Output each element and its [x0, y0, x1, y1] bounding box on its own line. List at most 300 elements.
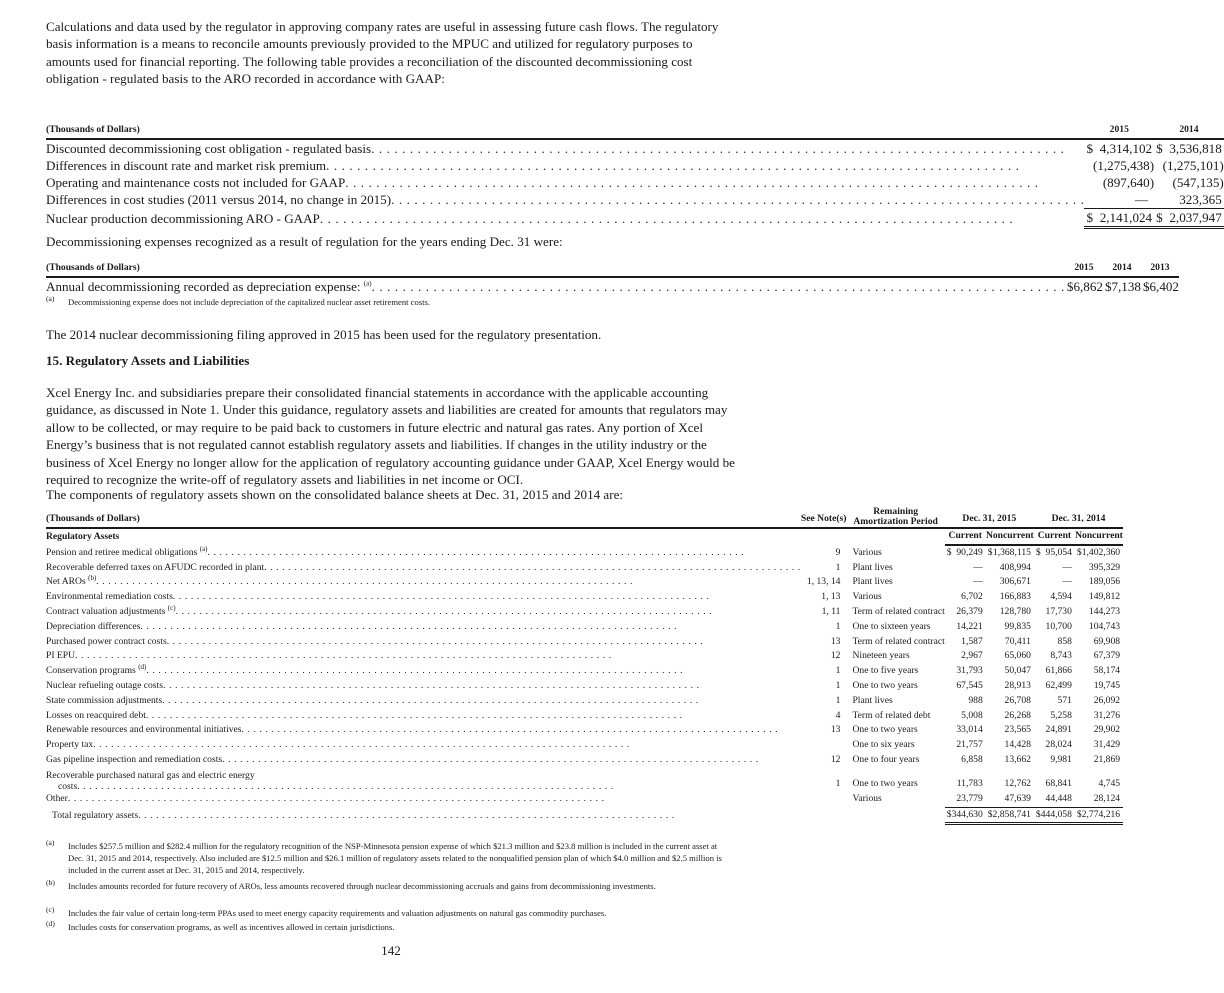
dot-leader	[176, 605, 801, 620]
dollar-sign	[945, 561, 952, 576]
dot-leader	[68, 792, 801, 807]
see-notes: 12	[830, 650, 841, 662]
dollar-sign: $	[1104, 279, 1112, 294]
value-noncurrent-2015: 12,762	[1004, 777, 1031, 789]
header-line-1: Remaining	[873, 506, 918, 517]
footnote-marker: (a)	[46, 838, 55, 847]
footnote-text: Includes costs for conservation programs, as well as incentives allowed in certain jurisdictions.	[68, 922, 395, 932]
value-noncurrent-2015: 1,368,115	[992, 546, 1031, 558]
value-2014: 3,536,818	[1169, 141, 1222, 156]
dollar-sign	[986, 723, 993, 738]
row-label: Property tax	[46, 739, 94, 751]
dot-leader	[75, 649, 801, 664]
column-header-2014: 2014	[1103, 259, 1141, 278]
components-intro: The components of regulatory assets shown on the consolidated balance sheets at Dec. 31, 2015 and 2014 are:	[46, 487, 624, 502]
dollar-sign: $	[1076, 546, 1082, 558]
value-current-2015: 14,221	[956, 620, 983, 632]
value-noncurrent-2015: 47,639	[1004, 792, 1031, 804]
table-row	[46, 561, 1123, 576]
dollar-sign	[986, 605, 993, 620]
column-header-noncurrent-2015: Noncurrent	[986, 529, 1034, 546]
value-current-2014: 95,054	[1045, 546, 1072, 558]
see-notes: 9	[835, 546, 841, 558]
column-header-label: (Thousands of Dollars)	[46, 507, 801, 529]
value-noncurrent-2014: 1,402,360	[1081, 546, 1121, 558]
column-header-2015: 2015	[1065, 259, 1103, 278]
value-noncurrent-2015: 306,671	[999, 576, 1031, 588]
dollar-sign	[986, 620, 993, 635]
dollar-sign	[1075, 664, 1082, 679]
dollar-sign	[945, 575, 952, 590]
value-current-2015: —	[973, 561, 983, 573]
dollar-sign	[1034, 738, 1041, 753]
value-noncurrent-2014: 29,902	[1093, 724, 1121, 736]
value-current-2015: 1,587	[961, 635, 983, 647]
value-noncurrent-2014: 189,056	[1088, 576, 1121, 588]
dollar-sign	[945, 620, 952, 635]
footnote-marker: (a)	[46, 294, 55, 303]
table-total-row	[46, 208, 1224, 229]
table-header-row	[46, 507, 1123, 529]
amortization-period: One to sixteen years	[852, 620, 931, 632]
table-row	[46, 546, 1123, 561]
row-label: State commission adjustments	[46, 694, 163, 706]
table-subheader-row	[46, 529, 1123, 546]
value-noncurrent-2014: 2,774,216	[1082, 807, 1123, 826]
value-2015: 2,141,024	[1093, 208, 1154, 229]
dollar-sign	[986, 590, 993, 605]
see-notes: 1, 11	[821, 605, 841, 617]
value-current-2015: 21,757	[956, 739, 983, 751]
dollar-sign	[945, 590, 952, 605]
value-current-2015: 67,545	[956, 679, 983, 691]
dollar-sign	[986, 561, 993, 576]
value-2014: (547,135)	[1172, 175, 1224, 190]
footnote-text: Includes amounts recorded for future recovery of AROs, less amounts recovered through nuclear decommissioning accruals and gains from decommissioning investments.	[68, 881, 656, 891]
table-row	[46, 649, 1123, 664]
value-2014: 323,365	[1179, 192, 1222, 207]
table-row	[46, 679, 1123, 694]
dollar-sign: $	[986, 807, 993, 826]
row-label: Discounted decommissioning cost obligation - regulated basis	[46, 141, 372, 156]
section-paragraph: Xcel Energy Inc. and subsidiaries prepare their consolidated financial statements in accordance with the applicable accounting guidance, as discussed in Note 1. Under this guidance, regulatory assets and liabilities are created for amounts that regulators may allow to be collected, or may require to be paid back to customers in future electric and natural gas rates. Any portion of Xcel Energy’s business that is not regulated cannot establish regulatory assets and liabilities. If changes in the utility industry or the business of Xcel Energy no longer allow for the application of regulatory accounting guidance under GAAP, Xcel Energy would be required to recognize the write-off of regulatory assets and liabilities in net income or OCI.	[46, 385, 735, 488]
value-current-2015: 344,630	[952, 807, 986, 826]
dot-leader	[77, 781, 801, 792]
dollar-sign	[1034, 605, 1041, 620]
value-2014: (1,275,101)	[1162, 158, 1224, 173]
value-current-2015: 5,008	[961, 709, 983, 721]
dollar-sign: $	[946, 546, 952, 558]
row-label: Pension and retiree medical obligations	[46, 546, 198, 558]
dot-leader	[371, 140, 1084, 157]
table-row	[46, 664, 1123, 679]
see-notes: 1	[835, 620, 841, 632]
value-noncurrent-2014: 26,092	[1093, 694, 1121, 706]
value-2015: 6,862	[1073, 279, 1103, 294]
value-current-2014: —	[1062, 576, 1072, 588]
dollar-sign	[1075, 723, 1082, 738]
amortization-period: Plant lives	[852, 561, 893, 573]
value-2015: (1,275,438)	[1092, 158, 1155, 173]
dollar-sign	[1075, 620, 1082, 635]
value-2014: 7,138	[1111, 279, 1141, 294]
table-total-row	[46, 807, 1123, 826]
dollar-sign	[1075, 792, 1082, 807]
value-noncurrent-2014: 31,276	[1093, 709, 1121, 721]
footnote	[46, 880, 728, 892]
table-row	[46, 605, 1123, 620]
value-current-2015: 6,702	[961, 591, 983, 603]
dollar-sign	[986, 694, 993, 709]
value-current-2014: 9,981	[1050, 753, 1072, 765]
dollar-sign	[986, 649, 993, 664]
value-noncurrent-2015: 13,662	[1004, 753, 1031, 765]
value-current-2014: 10,700	[1045, 620, 1072, 632]
table-row	[46, 191, 1224, 208]
value-noncurrent-2014: 28,124	[1093, 792, 1121, 804]
dollar-sign	[1034, 792, 1041, 807]
row-label: Gas pipeline inspection and remediation costs	[46, 753, 223, 765]
value-noncurrent-2015: 70,411	[1004, 635, 1031, 647]
dollar-sign	[1034, 575, 1041, 590]
dollar-sign: $	[1084, 208, 1093, 229]
dollar-sign	[945, 649, 952, 664]
dollar-sign	[986, 664, 993, 679]
dot-leader	[146, 664, 801, 679]
dot-leader	[93, 738, 801, 753]
value-current-2015: 988	[968, 694, 983, 706]
value-noncurrent-2015: 50,047	[1004, 665, 1031, 677]
amortization-period: Term of related contract	[852, 605, 945, 617]
value-current-2015: 31,793	[956, 665, 983, 677]
table-row	[46, 709, 1123, 724]
footnote-text: Decommissioning expense does not include depreciation of the capitalized nuclear asset retirement costs.	[68, 297, 431, 307]
row-label: Renewable resources and environmental initiatives	[46, 724, 242, 736]
value-current-2014: 5,258	[1050, 709, 1072, 721]
row-label: Nuclear refueling outage costs	[46, 679, 163, 691]
dollar-sign: $	[1035, 546, 1041, 558]
footnote	[46, 840, 728, 877]
column-header-2015: 2015	[1084, 121, 1154, 140]
value-noncurrent-2014: 19,745	[1093, 679, 1121, 691]
dollar-sign: $	[1154, 208, 1163, 229]
dollar-sign	[1075, 709, 1082, 724]
dot-leader	[208, 546, 801, 561]
dollar-sign	[1075, 575, 1082, 590]
amortization-period: Nineteen years	[852, 650, 910, 662]
see-notes	[801, 792, 847, 807]
value-current-2015: 90,249	[956, 546, 983, 558]
value-2015: (897,640)	[1102, 175, 1155, 190]
amortization-period: One to two years	[852, 777, 918, 789]
dot-leader	[320, 210, 1085, 227]
decommissioning-expense-table	[46, 259, 1179, 295]
dollar-sign	[1075, 635, 1082, 650]
amortization-period: Various	[852, 792, 882, 804]
dollar-sign	[1075, 590, 1082, 605]
dollar-sign	[1034, 664, 1041, 679]
value-noncurrent-2014: 149,812	[1088, 591, 1121, 603]
see-notes: 1, 13, 14	[806, 576, 841, 588]
dollar-sign	[945, 792, 952, 807]
dollar-sign	[1034, 694, 1041, 709]
dollar-sign	[1075, 561, 1082, 576]
dollar-sign: $	[1075, 807, 1082, 826]
value-noncurrent-2015: 99,835	[1004, 620, 1031, 632]
amortization-period: One to five years	[852, 665, 919, 677]
value-noncurrent-2014: 21,869	[1093, 753, 1121, 765]
amortization-period: One to four years	[852, 753, 920, 765]
amortization-period: Various	[852, 591, 882, 603]
value-noncurrent-2015: 26,268	[1004, 709, 1031, 721]
see-notes: 4	[835, 709, 841, 721]
dot-leader	[391, 191, 1084, 208]
value-noncurrent-2014: 67,379	[1093, 650, 1121, 662]
row-label: Annual decommissioning recorded as depreciation expense:	[46, 279, 361, 294]
dollar-sign	[945, 709, 952, 724]
value-current-2014: 61,866	[1045, 665, 1072, 677]
value-noncurrent-2014: 31,429	[1093, 739, 1121, 751]
header-line-2: Amortization Period	[853, 516, 938, 527]
value-current-2015: 2,967	[961, 650, 983, 662]
amortization-period: Term of related debt	[852, 709, 931, 721]
dollar-sign	[986, 768, 993, 792]
value-current-2014: 17,730	[1045, 605, 1072, 617]
table-row	[46, 694, 1123, 709]
value-noncurrent-2015: 128,780	[999, 605, 1031, 617]
see-notes: 1	[835, 777, 841, 789]
dollar-sign: $	[987, 546, 993, 558]
see-notes: 1	[835, 694, 841, 706]
see-notes: 1	[835, 561, 841, 573]
see-notes: 1	[835, 679, 841, 691]
table-header-row	[46, 259, 1179, 278]
table-row	[46, 278, 1179, 295]
dollar-sign: $	[945, 807, 952, 826]
footnote-marker: (a)	[199, 544, 208, 553]
dot-leader	[167, 635, 801, 650]
dot-leader	[242, 723, 801, 738]
dollar-sign	[945, 605, 952, 620]
amortization-period: Various	[852, 546, 882, 558]
dot-leader	[372, 278, 1065, 295]
dollar-sign	[1034, 709, 1041, 724]
row-label: Operating and maintenance costs not included for GAAP	[46, 175, 346, 190]
dollar-sign	[945, 664, 952, 679]
dot-leader	[326, 157, 1084, 174]
row-label: Nuclear production decommissioning ARO - GAAP	[46, 211, 320, 226]
dollar-sign: $	[1034, 807, 1041, 826]
dollar-sign	[986, 635, 993, 650]
value-noncurrent-2015: 65,060	[1004, 650, 1031, 662]
dollar-sign	[1075, 605, 1082, 620]
see-notes: 1	[835, 665, 841, 677]
dollar-sign: $	[1142, 279, 1150, 294]
value-noncurrent-2015: 28,913	[1004, 679, 1031, 691]
value-current-2015: 23,779	[956, 792, 983, 804]
value-current-2014: 571	[1057, 694, 1072, 706]
dot-leader	[163, 679, 801, 694]
see-notes	[801, 738, 847, 753]
row-label: Losses on reacquired debt	[46, 709, 146, 721]
value-2015: 4,314,102	[1099, 141, 1153, 156]
value-noncurrent-2014: 4,745	[1098, 777, 1121, 789]
row-label: Other	[46, 792, 68, 804]
value-noncurrent-2014: 58,174	[1093, 665, 1121, 677]
value-2013: 6,402	[1149, 279, 1179, 294]
amortization-period: Plant lives	[852, 694, 893, 706]
table-row	[46, 753, 1123, 768]
row-label-line-1: Recoverable purchased natural gas and electric energy	[46, 769, 255, 781]
dollar-sign	[945, 738, 952, 753]
footnote-marker: (d)	[46, 919, 55, 928]
dollar-sign	[1034, 635, 1041, 650]
value-current-2014: —	[1062, 561, 1072, 573]
dollar-sign	[945, 768, 952, 792]
column-header-2013: 2013	[1141, 259, 1179, 278]
table-row	[46, 768, 1123, 792]
dollar-sign	[986, 709, 993, 724]
row-label: Differences in cost studies (2011 versus 2014, no change in 2015)	[46, 192, 392, 207]
dot-leader	[264, 561, 801, 576]
dot-leader	[345, 174, 1084, 191]
amortization-period: One to two years	[852, 679, 918, 691]
row-label: Total regulatory assets	[52, 809, 139, 821]
value-current-2014: 62,499	[1045, 679, 1072, 691]
row-label: Purchased power contract costs	[46, 635, 167, 647]
footnote-marker: (c)	[46, 905, 55, 914]
value-current-2015: —	[973, 576, 983, 588]
dollar-sign	[1034, 620, 1041, 635]
column-group-dec-31-2015: Dec. 31, 2015	[945, 507, 1034, 529]
dollar-sign: $	[1066, 279, 1074, 294]
value-noncurrent-2014: 144,273	[1088, 605, 1121, 617]
amortization-period: One to two years	[852, 724, 918, 736]
value-current-2014: 28,024	[1045, 739, 1072, 751]
reconciliation-table	[46, 121, 1224, 229]
see-notes: 13	[830, 724, 841, 736]
table-row	[46, 157, 1224, 174]
column-group-dec-31-2014: Dec. 31, 2014	[1034, 507, 1123, 529]
decommissioning-intro: Decommissioning expenses recognized as a result of regulation for the years ending Dec. 31 were:	[46, 234, 563, 249]
footnote-text: Includes $257.5 million and $282.4 million for the regulatory recognition of the NSP-Minnesota pension expense of which $21.3 million and $23.8 million is included in the current asset at Dec. 31, 2015 and 2014, respectively. Also included are $12.5 million and $26.1 million of regulatory assets related to the nonqualified pension plan of which $4.0 million and $2.5 million is included in the current asset at Dec. 31, 2015 and 2014, respectively.	[68, 841, 722, 876]
value-current-2015: 33,014	[956, 724, 983, 736]
dot-leader	[173, 590, 801, 605]
value-2014: 2,037,947	[1163, 208, 1224, 229]
expense-footnote	[46, 296, 728, 308]
see-notes: 13	[830, 635, 841, 647]
value-current-2015: 26,379	[956, 605, 983, 617]
value-noncurrent-2015: 26,708	[1004, 694, 1031, 706]
row-label: Conservation programs	[46, 665, 136, 677]
table-row	[46, 575, 1123, 590]
dollar-sign	[1034, 561, 1041, 576]
dollar-sign	[1075, 768, 1082, 792]
value-noncurrent-2015: 166,883	[999, 591, 1031, 603]
dollar-sign	[1034, 753, 1041, 768]
dollar-sign	[945, 753, 952, 768]
dot-leader	[140, 620, 801, 635]
dollar-sign	[945, 723, 952, 738]
value-noncurrent-2014: 104,743	[1088, 620, 1121, 632]
dollar-sign	[986, 575, 993, 590]
value-current-2015: 6,858	[961, 753, 983, 765]
dollar-sign	[1034, 590, 1041, 605]
footnote-marker: (b)	[46, 878, 55, 887]
dollar-sign	[986, 679, 993, 694]
section-heading: 15. Regulatory Assets and Liabilities	[46, 353, 250, 368]
value-current-2014: 4,594	[1050, 591, 1072, 603]
column-header-see-notes: See Note(s)	[801, 507, 847, 529]
dot-leader	[146, 709, 801, 724]
regulatory-assets-table	[46, 507, 1123, 825]
column-header-current-2015: Current	[945, 529, 986, 546]
see-notes: 12	[830, 753, 841, 765]
table-row	[46, 140, 1224, 157]
dollar-sign	[986, 753, 993, 768]
column-header-current-2014: Current	[1034, 529, 1075, 546]
value-current-2014: 68,841	[1045, 777, 1072, 789]
filing-sentence: The 2014 nuclear decommissioning filing approved in 2015 has been used for the regulatory presentation.	[46, 327, 602, 342]
value-noncurrent-2015: 14,428	[1004, 739, 1031, 751]
table-row	[46, 723, 1123, 738]
section-label: Regulatory Assets	[46, 531, 120, 542]
dollar-sign	[1075, 649, 1082, 664]
row-label: Differences in discount rate and market risk premium	[46, 158, 327, 173]
column-header-noncurrent-2014: Noncurrent	[1075, 529, 1123, 546]
dollar-sign	[945, 635, 952, 650]
dollar-sign	[986, 792, 993, 807]
footnote	[46, 907, 728, 919]
dollar-sign: $	[1086, 141, 1093, 156]
page-number: 142	[381, 943, 401, 958]
amortization-period: Term of related contract	[852, 635, 945, 647]
dot-leader	[222, 753, 801, 768]
column-header-label: (Thousands of Dollars)	[46, 259, 1065, 278]
dollar-sign	[986, 738, 993, 753]
amortization-period: One to six years	[852, 739, 915, 751]
column-header-amortization-period	[846, 507, 944, 529]
footnote-marker: (c)	[167, 603, 176, 612]
value-current-2014: 858	[1057, 635, 1072, 647]
table-row	[46, 620, 1123, 635]
table-row	[46, 738, 1123, 753]
value-current-2014: 44,448	[1045, 792, 1072, 804]
dot-leader	[96, 575, 801, 590]
dollar-sign	[945, 694, 952, 709]
footnote-marker: (d)	[138, 662, 147, 671]
column-header-label: (Thousands of Dollars)	[46, 121, 1084, 140]
value-noncurrent-2015: 2,858,741	[993, 807, 1034, 826]
footnote-marker: (a)	[363, 279, 372, 288]
dollar-sign	[1075, 738, 1082, 753]
value-current-2014: 444,058	[1041, 807, 1075, 826]
row-label: PI EPU	[46, 650, 76, 662]
table-header-row	[46, 121, 1224, 140]
table-row	[46, 590, 1123, 605]
table-row	[46, 635, 1123, 650]
dollar-sign	[1075, 753, 1082, 768]
dollar-sign	[945, 679, 952, 694]
amortization-period: Plant lives	[852, 576, 893, 588]
table-row	[46, 792, 1123, 807]
dollar-sign	[1034, 679, 1041, 694]
dot-leader	[162, 694, 801, 709]
row-label: Contract valuation adjustments	[46, 605, 166, 617]
value-current-2015: 11,783	[956, 777, 983, 789]
value-noncurrent-2015: 408,994	[999, 561, 1031, 573]
row-label: Net AROs	[46, 576, 86, 588]
